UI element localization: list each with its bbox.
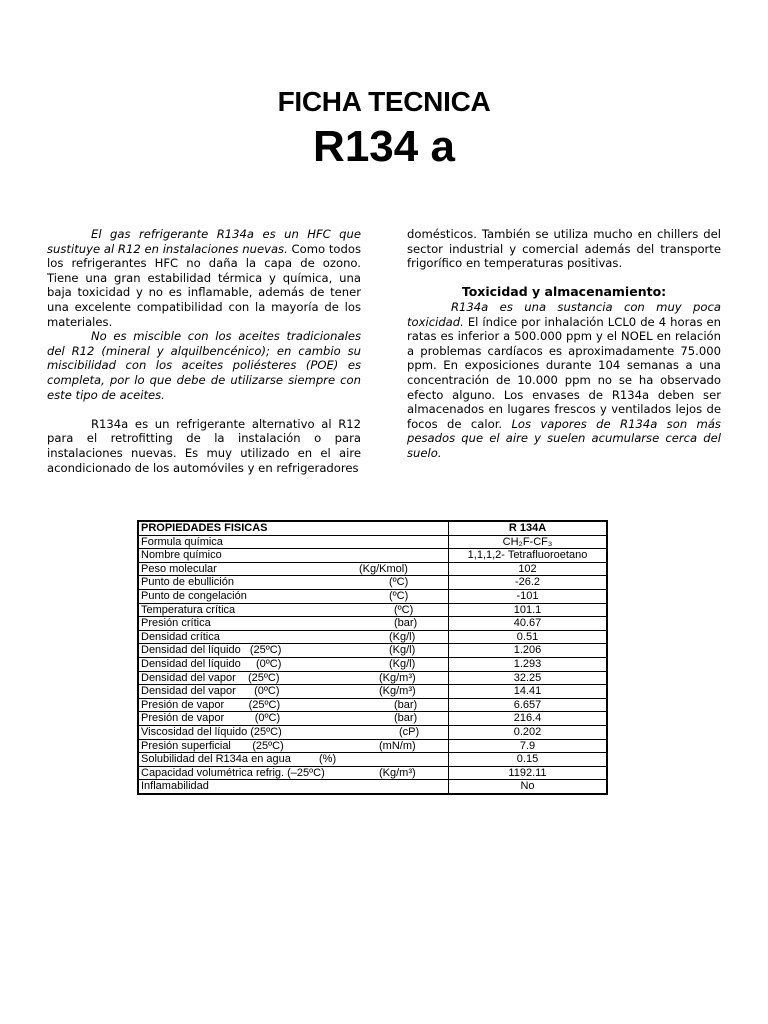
property-unit: (ºC) — [389, 589, 409, 602]
property-unit: (ºC) — [394, 603, 414, 616]
property-name: Densidad del líquido (0ºC) — [141, 657, 282, 670]
property-value: 1.293 — [449, 657, 608, 671]
table-row — [138, 657, 607, 671]
property-unit: (Kg/l) — [389, 657, 416, 670]
property-name: Presión superficial (25ºC) — [141, 739, 284, 752]
property-name-cell — [138, 671, 449, 685]
property-unit: (bar) — [394, 698, 418, 711]
table-row — [138, 576, 607, 590]
property-value: 6.657 — [449, 698, 608, 712]
property-name-cell — [138, 617, 449, 631]
property-name-cell — [138, 753, 449, 767]
property-value: 216.4 — [449, 712, 608, 726]
table-row — [138, 685, 607, 699]
property-name-cell — [138, 766, 449, 780]
property-name: Nombre químico — [141, 549, 222, 562]
property-name: Temperatura crítica — [141, 603, 236, 616]
table-row — [138, 630, 607, 644]
property-name: Punto de ebullición — [141, 576, 234, 589]
intro-italic: El gas refrigerante R134a es un HFC que sustituye al R12 en instalaciones nuevas. — [47, 227, 361, 256]
property-unit: (cP) — [399, 725, 420, 738]
table-row — [138, 739, 607, 753]
property-unit: (Kg/l) — [389, 644, 416, 657]
toxicity-text: El índice por inhalación LCL0 de 4 horas en ratas es inferior a 500.000 ppm y el NOEL en relación a problemas cardíacos es aproximadamente 75.000 ppm. En exposiciones durante 104 semanas a una concentración de 10.000 ppm no se ha observado efecto alguno. Los envases de R134a deben ser almacenados en lugares frescos y ventilados lejos de focos de calor. — [407, 314, 721, 431]
physical-properties-table — [137, 520, 608, 795]
table-row — [138, 644, 607, 658]
property-name-cell — [138, 712, 449, 726]
property-name-cell — [138, 780, 449, 794]
property-value: 0.15 — [449, 753, 608, 767]
property-value: 1,1,1,2- Tetrafluoroetano — [449, 549, 608, 563]
property-name-cell — [138, 685, 449, 699]
property-value: 102 — [449, 562, 608, 576]
property-value: 32.25 — [449, 671, 608, 685]
property-value: CH₂F-CF₃ — [449, 535, 608, 549]
property-name: Densidad crítica — [141, 630, 220, 643]
property-name: Inflamabilidad — [141, 780, 209, 793]
paragraph-intro — [47, 227, 361, 329]
paragraph-toxicity — [407, 300, 721, 461]
property-name-cell — [138, 562, 449, 576]
property-name: Formula química — [141, 535, 223, 548]
property-value: 1192.11 — [449, 766, 608, 780]
property-unit: (Kg/Kmol) — [359, 562, 408, 575]
property-unit: (Kg/m³) — [379, 766, 416, 779]
property-name: Densidad del vapor (0ºC) — [141, 685, 280, 698]
property-value: 0.202 — [449, 725, 608, 739]
paragraph-uses: domésticos. También se utiliza mucho en chillers del sector industrial y comercial además del transporte frigorífico en temperaturas positivas. — [407, 227, 721, 271]
property-name-cell — [138, 725, 449, 739]
property-unit: (mN/m) — [379, 739, 416, 752]
property-unit: (bar) — [394, 712, 418, 725]
property-unit: (bar) — [394, 617, 418, 630]
property-name-cell — [138, 644, 449, 658]
table-row — [138, 780, 607, 794]
table-row — [138, 712, 607, 726]
property-value: 1.206 — [449, 644, 608, 658]
property-name-cell — [138, 630, 449, 644]
property-name-cell — [138, 657, 449, 671]
property-name-cell — [138, 589, 449, 603]
property-name-cell — [138, 603, 449, 617]
toxicity-italic-end: Los vapores de R134a son más pesados que el aire y suelen acumularse cerca del suelo. — [407, 416, 721, 460]
property-value: 101.1 — [449, 603, 608, 617]
header-properties: PROPIEDADES FISICAS — [138, 521, 449, 535]
table-row — [138, 671, 607, 685]
property-name-cell — [138, 698, 449, 712]
property-name: Densidad del líquido (25ºC) — [141, 644, 282, 657]
toxicity-italic: R134a es una sustancia con muy poca toxicidad. — [407, 299, 721, 329]
document-subtitle: R134 a — [313, 122, 455, 171]
right-column — [407, 227, 721, 461]
property-value: -26.2 — [449, 576, 608, 590]
property-unit: (%) — [319, 753, 337, 766]
property-name: Solubilidad del R134a en agua — [141, 753, 291, 766]
section-heading-toxicity: Toxicidad y almacenamiento: — [461, 284, 667, 300]
left-column — [47, 227, 361, 475]
property-name-cell — [138, 549, 449, 563]
table-row — [138, 698, 607, 712]
property-name: Capacidad volumétrica refrig. (–25ºC) — [141, 766, 325, 779]
table-row — [138, 562, 607, 576]
table-row — [138, 766, 607, 780]
property-value: 7.9 — [449, 739, 608, 753]
property-name: Densidad del vapor (25ºC) — [141, 671, 280, 684]
table-header-row — [138, 521, 607, 535]
property-unit: (Kg/m³) — [379, 671, 416, 684]
paragraph-miscibility: No es miscible con los aceites tradicionales del R12 (mineral y alquilbencénico); en cambio su miscibilidad con los aceites poliésteres (POE) es completa, por lo que debe de utilizarse siempre con este tipo de aceites. — [47, 329, 361, 402]
property-value: No — [449, 780, 608, 794]
property-value: 40.67 — [449, 617, 608, 631]
property-name-cell — [138, 739, 449, 753]
table-row — [138, 617, 607, 631]
property-name-cell — [138, 576, 449, 590]
property-name: Peso molecular — [141, 562, 217, 575]
property-value: 14.41 — [449, 685, 608, 699]
property-name: Punto de congelación — [141, 589, 247, 602]
property-value: 0.51 — [449, 630, 608, 644]
property-unit: (Kg/m³) — [379, 685, 416, 698]
property-name: Presión crítica — [141, 617, 211, 630]
table-row — [138, 549, 607, 563]
table-row — [138, 589, 607, 603]
property-name: Presión de vapor (0ºC) — [141, 712, 281, 725]
property-name: Viscosidad del líquido (25ºC) — [141, 725, 282, 738]
table-row — [138, 603, 607, 617]
table-row — [138, 725, 607, 739]
property-unit: (Kg/l) — [389, 630, 416, 643]
table-row — [138, 753, 607, 767]
property-value: -101 — [449, 589, 608, 603]
header-r134a: R 134A — [449, 521, 608, 535]
property-name: Presión de vapor (25ºC) — [141, 698, 281, 711]
intro-text: Como todos los refrigerantes HFC no daña la capa de ozono. Tiene una gran estabilidad térmica y química, una baja toxicidad y no es inflamable, además de tener una excelente compatibilidad con la mayoría de los materiales. — [47, 241, 361, 329]
document-title: FICHA TECNICA — [277, 86, 491, 117]
property-name-cell — [138, 535, 449, 549]
paragraph-retrofit: R134a es un refrigerante alternativo al R12 para el retrofitting de la instalación o para instalaciones nuevas. Es muy utilizado en el aire acondicionado de los automóviles y en refrigeradores — [47, 416, 361, 475]
table-row — [138, 535, 607, 549]
property-unit: (ºC) — [389, 576, 409, 589]
